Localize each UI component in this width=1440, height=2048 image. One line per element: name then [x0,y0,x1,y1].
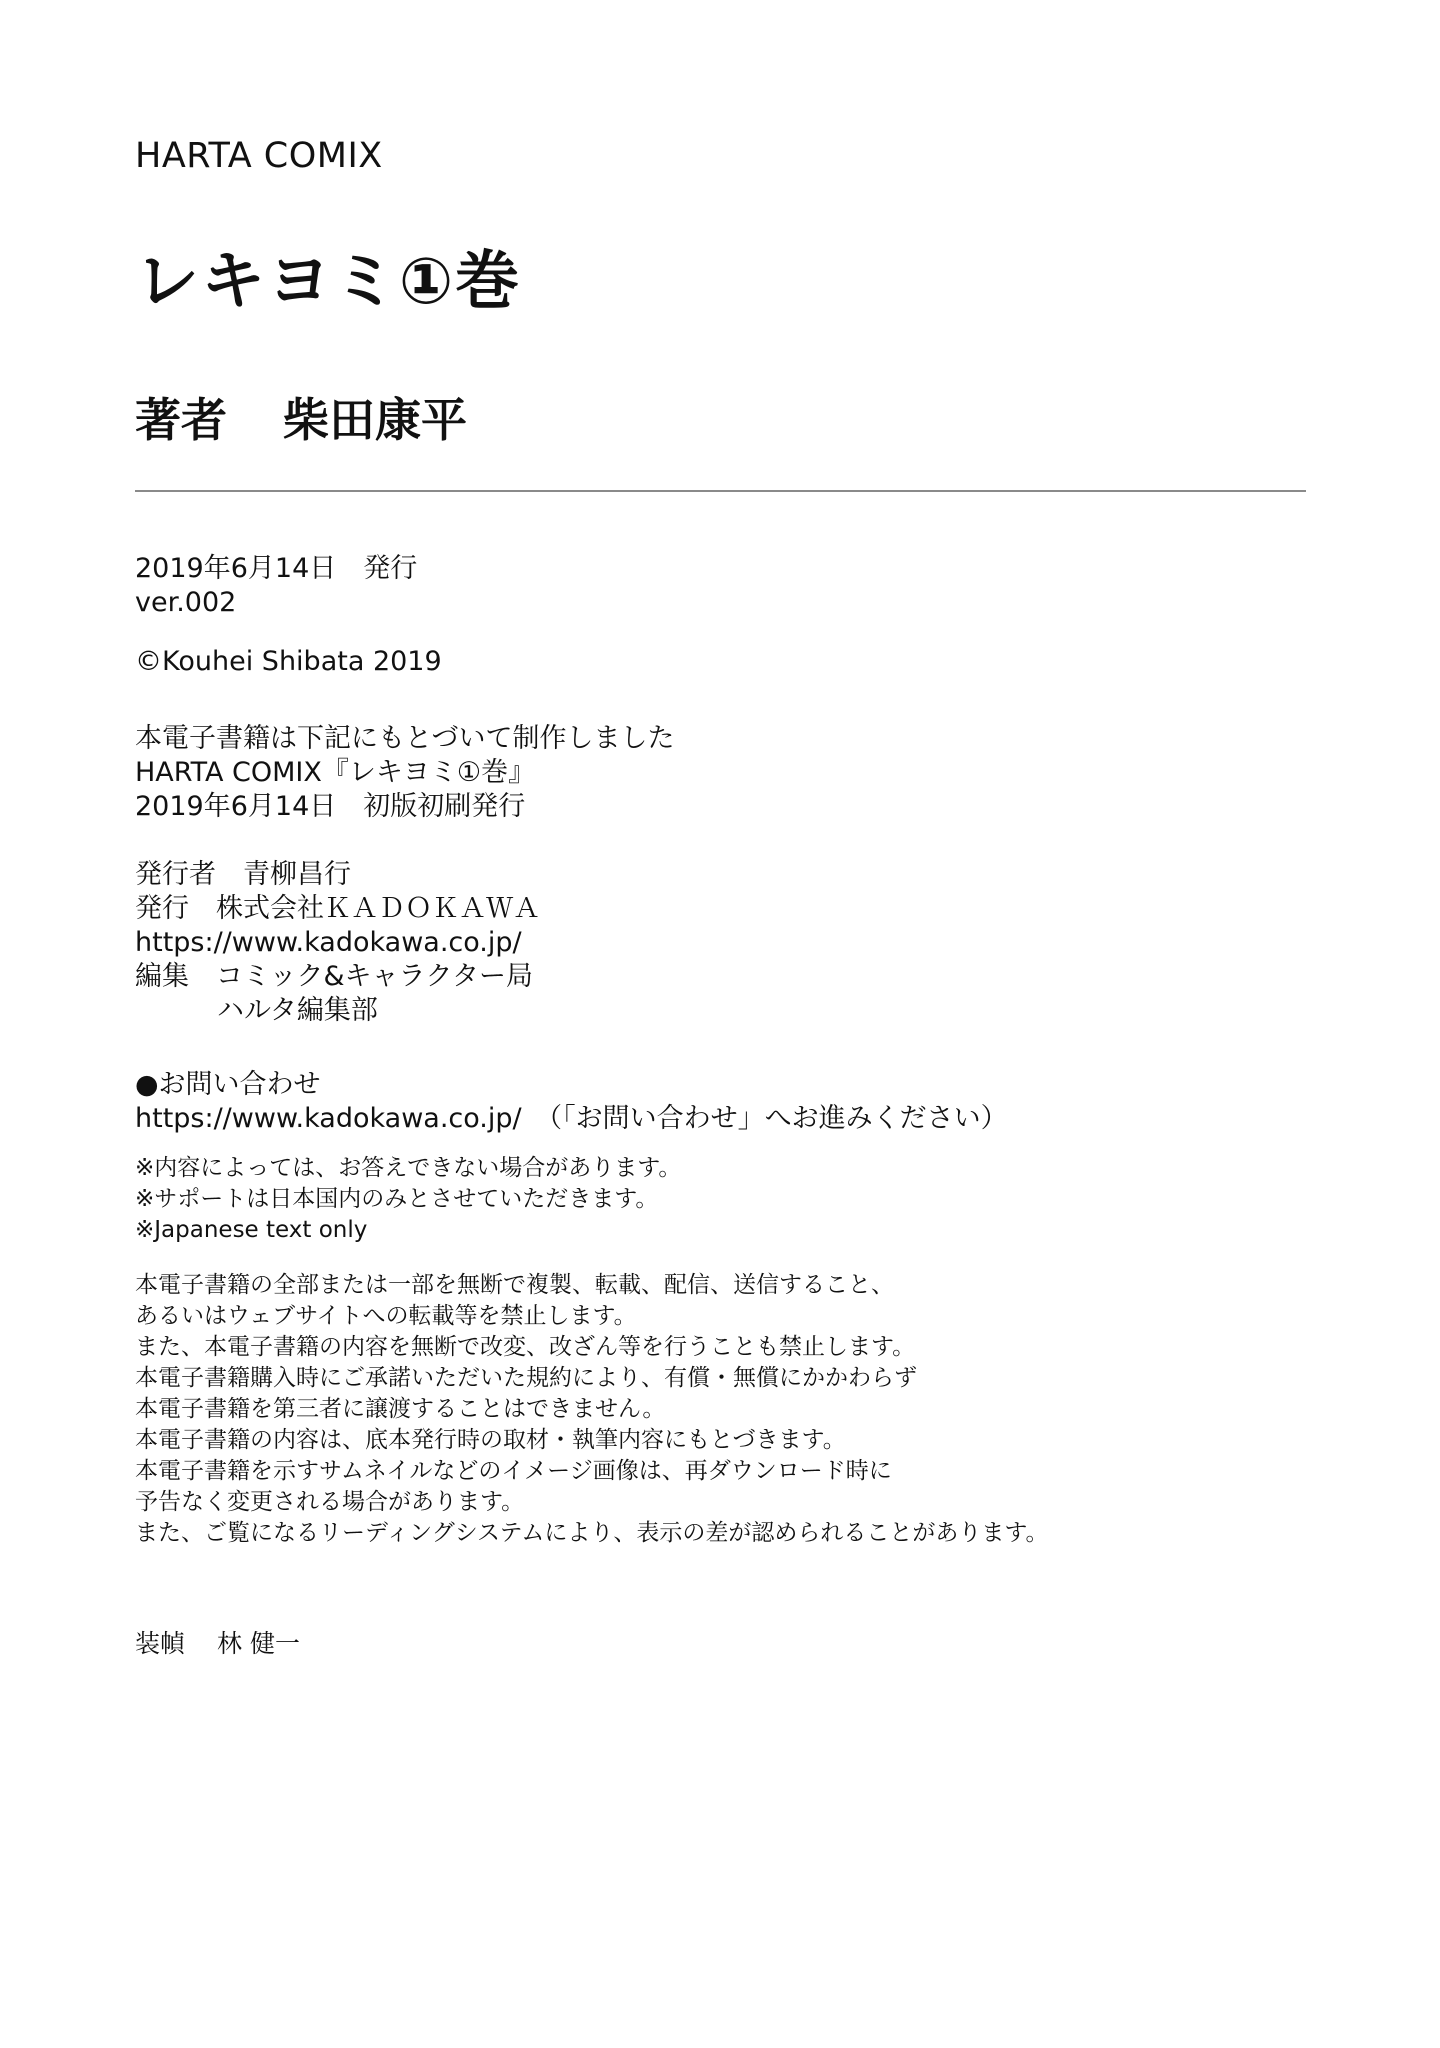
publication-info [135,552,417,620]
terms-line: 本電子書籍の全部または一部を無断で複製、転載、配信、送信すること、 [135,1272,894,1298]
terms-line: 本電子書籍購入時にご承諾いただいた規約により、有償・無償にかかわらず [135,1365,917,1391]
publisher: 発行者 青柳昌行 [135,859,351,890]
source-line: 本電子書籍は下記にもとづいて制作しました [135,723,675,754]
terms-line: あるいはウェブサイトへの転載等を禁止します。 [135,1303,637,1329]
note-item: ※Japanese text only [135,1217,368,1243]
design-name: 林 健一 [217,1629,300,1658]
terms-line: 本電子書籍を第三者に譲渡することはできません。 [135,1396,666,1422]
editor: 編集 コミック&キャラクター局 [135,961,533,992]
note-item: ※サポートは日本国内のみとさせていただきます。 [135,1186,659,1212]
contact-section [135,1068,1008,1136]
contact-url[interactable]: https://www.kadokawa.co.jp/ （「お問い合わせ」へお進みください） [135,1103,1008,1134]
terms-line: 本電子書籍の内容は、底本発行時の取材・執筆内容にもとづきます。 [135,1427,846,1453]
contact-heading: ●お問い合わせ [135,1069,321,1100]
terms-line: また、本電子書籍の内容を無断で改変、改ざん等を行うことも禁止します。 [135,1334,916,1360]
source-info [135,722,674,824]
source-line: HARTA COMIX『レキヨミ①巻』 [135,757,536,788]
source-line: 2019年6月14日 初版初刷発行 [135,791,526,822]
design-role: 装幀 [135,1629,186,1658]
note-item: ※内容によっては、お答えできない場合があります。 [135,1155,682,1181]
divider [135,490,1306,492]
author-name: 柴田康平 [283,393,467,447]
version: ver.002 [135,587,237,618]
author-line [135,384,467,450]
staff-credits [135,858,540,1028]
terms-line: 本電子書籍を示すサムネイルなどのイメージ画像は、再ダウンロード時に [135,1458,892,1484]
publication-date: 2019年6月14日 発行 [135,553,418,584]
author-role: 著者 [135,393,227,447]
editor-department: ハルタ編集部 [217,995,378,1026]
imprint-label: HARTA COMIX [135,136,383,176]
issuer: 発行 株式会社ＫＡＤＯＫＡＷＡ [135,893,540,924]
design-credit [135,1624,300,1660]
book-title: レキヨミ①巻 [135,245,522,319]
terms-line: また、ご覧になるリーディングシステムにより、表示の差が認められることがあります。 [135,1520,1049,1546]
terms-line: 予告なく変更される場合があります。 [135,1489,525,1515]
terms-of-use [135,1270,1049,1549]
publisher-url[interactable]: https://www.kadokawa.co.jp/ [135,927,522,958]
notes [135,1153,681,1246]
copyright: ©Kouhei Shibata 2019 [135,646,442,677]
